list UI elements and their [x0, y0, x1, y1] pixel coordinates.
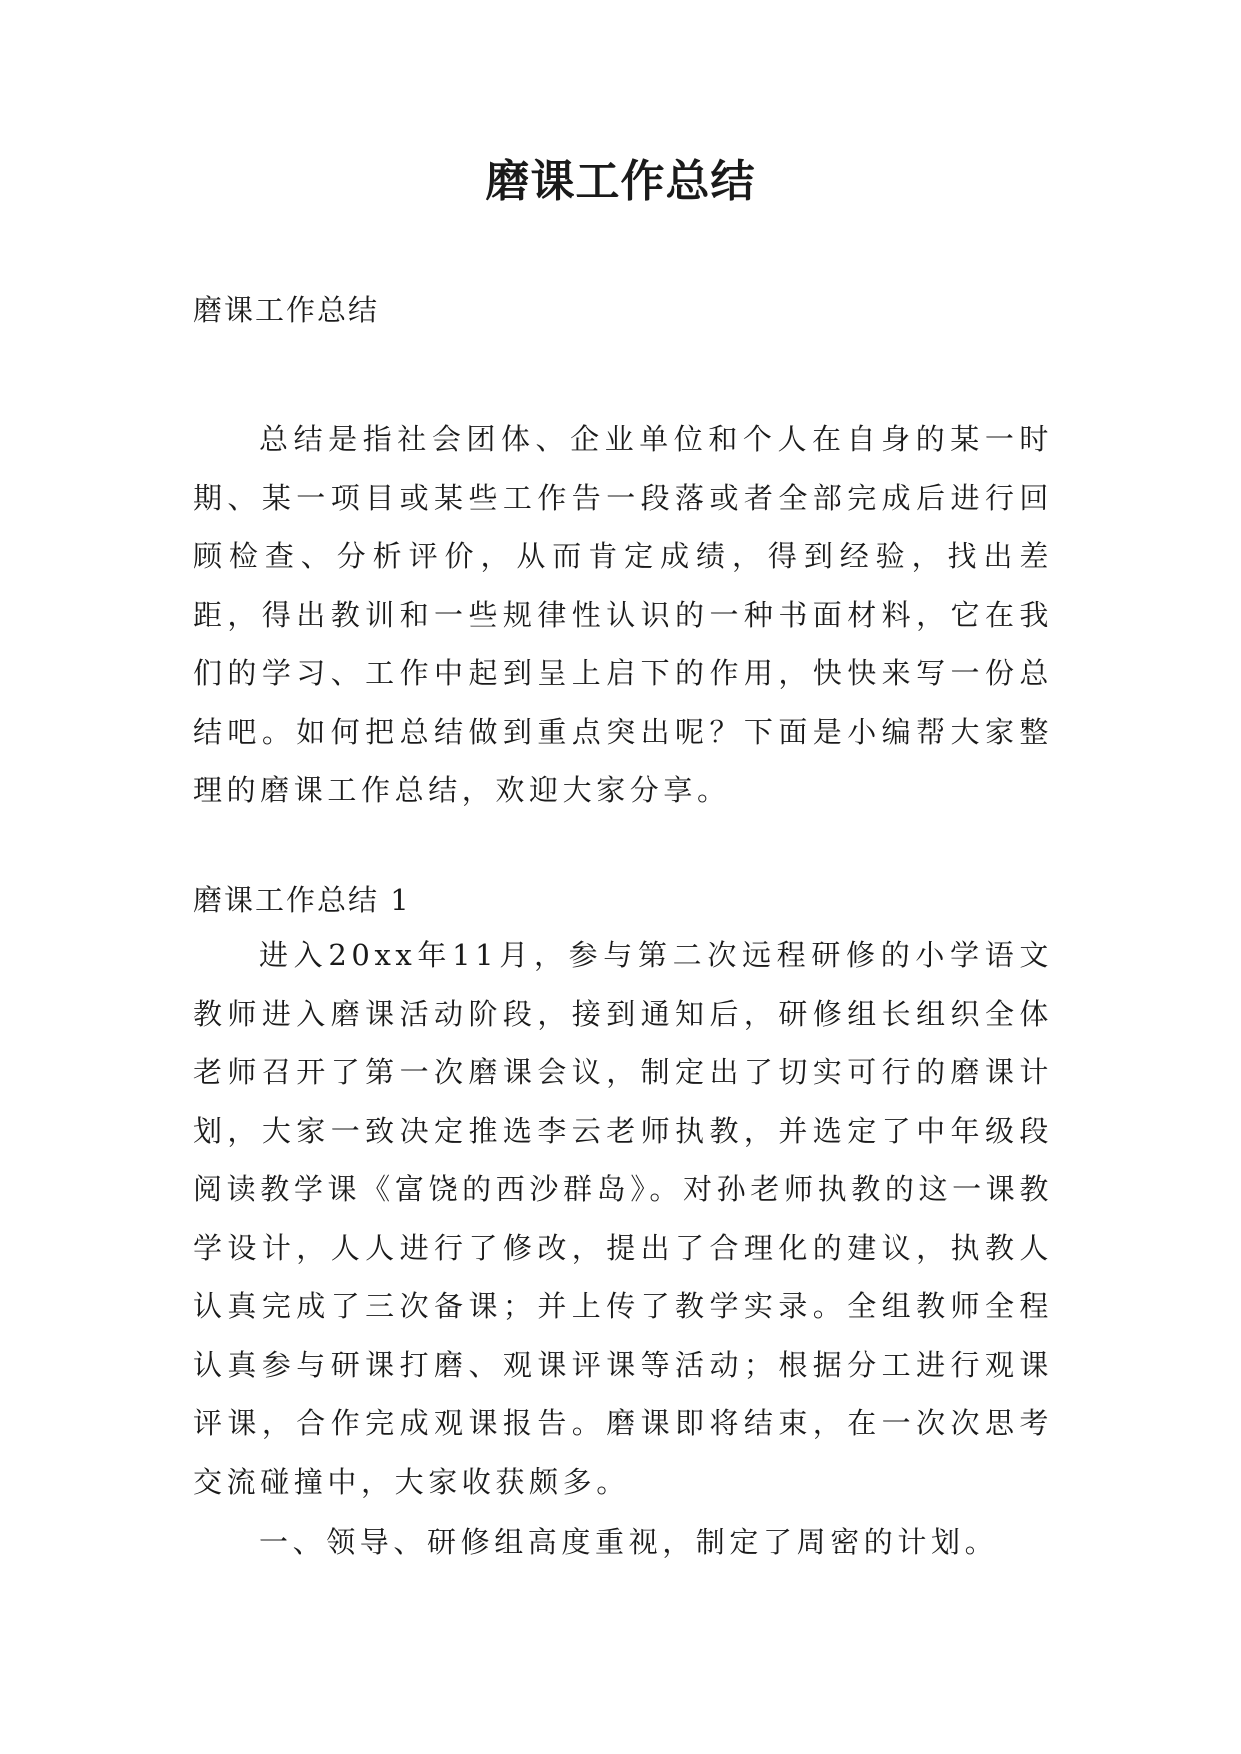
document-subtitle: 磨课工作总结 — [193, 293, 380, 327]
section-heading: 磨课工作总结 1 — [193, 883, 411, 917]
intro-paragraph: 总结是指社会团体、企业单位和个人在自身的某一时期、某一项目或某些工作告一段落或者全部完成后进行回顾检查、分析评价，从而肯定成绩，得到经验，找出差距，得出教训和一些规律性认识的一种书面材料，它在我们的学习、工作中起到呈上启下的作用，快快来写一份总结吧。如何把总结做到重点突出呢？下面是小编帮大家整理的磨课工作总结，欢迎大家分享。 — [193, 422, 1053, 807]
body-paragraph: 进入20xx年11月，参与第二次远程研修的小学语文教师进入磨课活动阶段，接到通知后，研修组长组织全体老师召开了第一次磨课会议，制定出了切实可行的磨课计划，大家一致决定推选李云老师执教，并选定了中年级段阅读教学课《富饶的西沙群岛》。对孙老师执教的这一课教学设计，人人进行了修改，提出了合理化的建议，执教人认真完成了三次备课；并上传了教学实录。全组教师全程认真参与研课打磨、观课评课等活动；根据分工进行观课评课，合作完成观课报告。磨课即将结束，在一次次思考交流碰撞中，大家收获颇多。 — [193, 938, 1053, 1499]
document-title: 磨课工作总结 — [485, 156, 756, 207]
point-paragraph: 一、领导、研修组高度重视，制定了周密的计划。 — [259, 1525, 999, 1559]
